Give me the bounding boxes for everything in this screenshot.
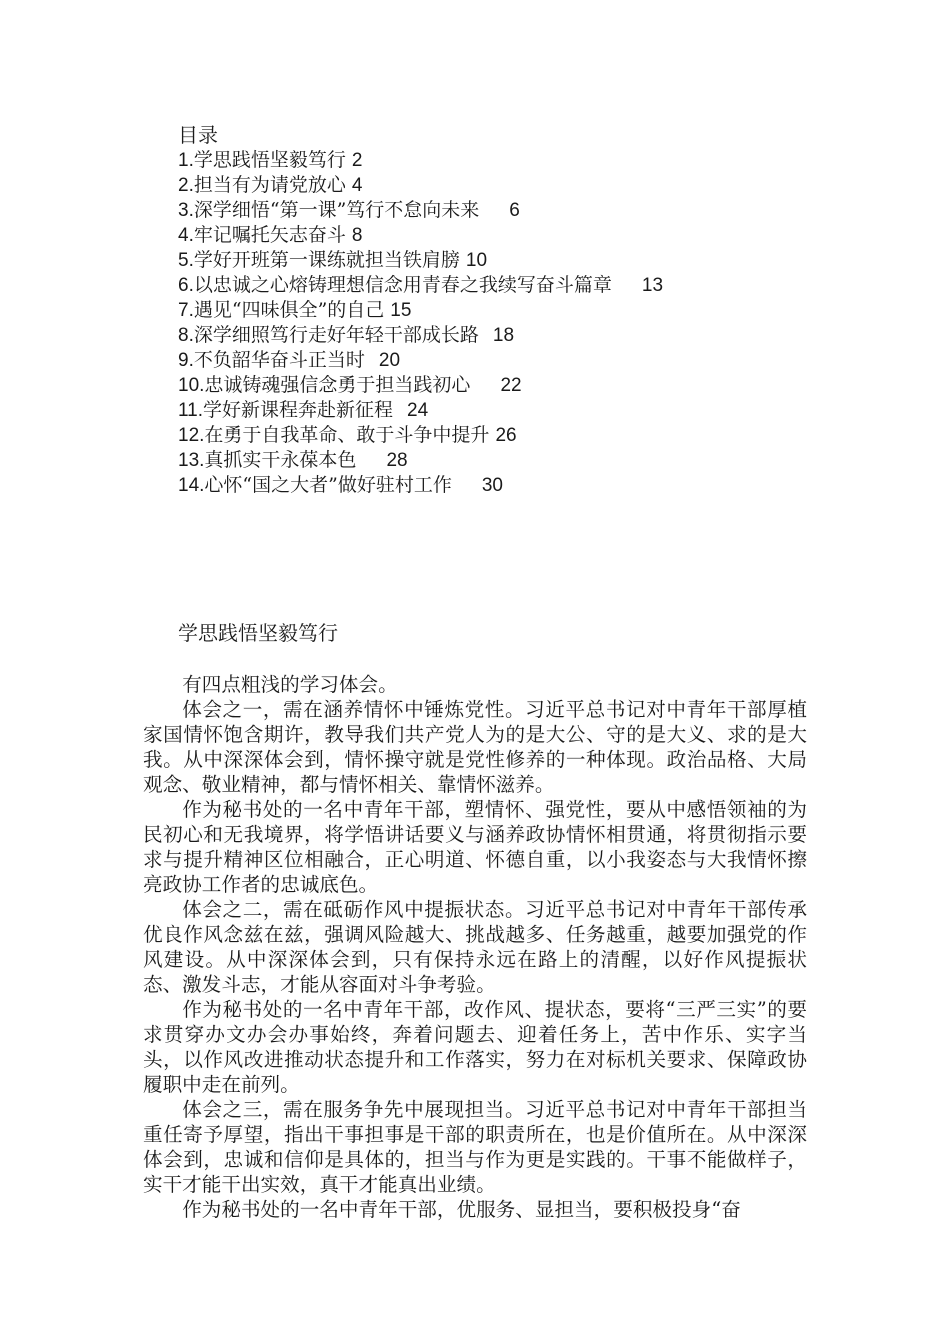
toc-item-number: 13. (178, 450, 205, 471)
toc-item-title: 真抓实干永葆本色 (204, 449, 357, 471)
toc-item-number: 3. (178, 200, 194, 221)
toc-item[interactable] (178, 473, 818, 498)
toc-item-page: 4 (351, 175, 363, 196)
toc-item-title: 心怀“国之大者”做好驻村工作 (204, 474, 452, 496)
toc-item-title: 学好新课程奔赴新征程 (203, 399, 394, 421)
toc-item[interactable] (178, 373, 818, 398)
toc-item-title: 学思践悟坚毅笃行 (193, 149, 346, 171)
body-paragraph: 作为秘书处的一名中青年干部，优服务、显担当，要积极投身“奋 (182, 1198, 741, 1221)
body-paragraph: 作为秘书处的一名中青年干部，改作风、提状态，要将“三严三实”的要求贯穿办文办会办事始终，奔着问题去、迎着任务上，苦中作乐、实字当头，以作风改进推动状态提升和工作落实，努力在对标机关要求、保障政协履职中走在前列。 (143, 998, 807, 1096)
toc-item[interactable] (178, 223, 818, 248)
toc-item-page: 20 (378, 350, 401, 371)
toc-item-number: 11. (178, 400, 204, 421)
toc-item-title: 牢记嘱托矢志奋斗 (193, 224, 346, 246)
toc-item-number: 2. (178, 175, 194, 196)
table-of-contents (178, 123, 818, 498)
section-body (143, 672, 807, 1222)
toc-item[interactable] (178, 198, 818, 223)
toc-item[interactable] (178, 348, 818, 373)
toc-item[interactable] (178, 398, 818, 423)
toc-item[interactable] (178, 323, 818, 348)
toc-item[interactable] (178, 173, 818, 198)
toc-item-title: 在勇于自我革命、敢于斗争中提升 (204, 424, 490, 446)
toc-item-number: 1. (178, 150, 194, 171)
toc-item-title: 不负韶华奋斗正当时 (193, 349, 365, 371)
body-paragraph: 作为秘书处的一名中青年干部，塑情怀、强党性，要从中感悟领袖的为民初心和无我境界，将学悟讲话要义与涵养政协情怀相贯通，将贯彻指示要求与提升精神区位相融合，正心明道、怀德自重，以小我姿态与大我情怀擦亮政协工作者的忠诚底色。 (143, 798, 807, 896)
toc-item-page: 26 (495, 425, 517, 446)
toc-item-number: 9. (178, 350, 194, 371)
toc-item-title: 学好开班第一课练就担当铁肩膀 (193, 249, 460, 271)
toc-item-page: 28 (386, 450, 408, 471)
toc-item-number: 4. (178, 225, 194, 246)
toc-list (178, 148, 818, 498)
toc-item-number: 10. (178, 375, 205, 396)
toc-item-title: 忠诚铸魂强信念勇于担当践初心 (204, 374, 471, 396)
toc-item-number: 5. (178, 250, 194, 271)
toc-item-number: 8. (178, 325, 194, 346)
toc-item-number: 6. (178, 275, 194, 296)
toc-item-number: 7. (178, 300, 194, 321)
toc-item[interactable] (178, 248, 818, 273)
toc-item-title: 遇见“四味俱全”的自己 (193, 299, 385, 321)
toc-item-page: 10 (465, 250, 488, 271)
toc-item-number: 14. (178, 475, 205, 496)
toc-item[interactable] (178, 273, 818, 298)
toc-item-page: 24 (407, 400, 429, 421)
toc-item-title: 深学细悟“第一课”笃行不怠向未来 (193, 199, 480, 221)
toc-item[interactable] (178, 423, 818, 448)
body-paragraph: 体会之二，需在砥砺作风中提振状态。习近平总书记对中青年干部传承优良作风念兹在兹，强调风险越大、挑战越多、任务越重，越要加强党的作风建设。从中深深体会到，只有保持永远在路上的清醒，以好作风提振状态、激发斗志，才能从容面对斗争考验。 (143, 898, 807, 996)
toc-item[interactable] (178, 448, 818, 473)
toc-item-page: 13 (641, 275, 664, 296)
toc-item-page: 18 (492, 325, 515, 346)
toc-item-title: 以忠诚之心熔铸理想信念用青春之我续写奋斗篇章 (193, 274, 612, 296)
toc-title: 目录 (178, 123, 218, 147)
toc-item-page: 8 (351, 225, 363, 246)
toc-item-page: 15 (390, 300, 412, 321)
toc-item-page: 30 (481, 475, 503, 496)
toc-item[interactable] (178, 148, 818, 173)
body-paragraph: 体会之一，需在涵养情怀中锤炼党性。习近平总书记对中青年干部厚植家国情怀饱含期许，教导我们共产党人为的是大公、守的是大义、求的是大我。从中深深体会到，情怀操守就是党性修养的一种体现。政治品格、大局观念、敬业精神，都与情怀相关、靠情怀滋养。 (143, 698, 807, 796)
body-paragraph: 体会之三，需在服务争先中展现担当。习近平总书记对中青年干部担当重任寄予厚望，指出干事担事是干部的职责所在，也是价值所在。从中深深体会到，忠诚和信仰是具体的，担当与作为更是实践的。干事不能做样子，实干才能干出实效，真干才能真出业绩。 (143, 1098, 807, 1196)
toc-item-page: 6 (509, 200, 520, 221)
section-title: 学思践悟坚毅笃行 (178, 621, 338, 645)
toc-item-page: 2 (351, 150, 363, 171)
toc-item-title: 深学细照笃行走好年轻干部成长路 (193, 324, 479, 346)
toc-item[interactable] (178, 298, 818, 323)
body-paragraph: 有四点粗浅的学习体会。 (182, 673, 398, 696)
toc-item-page: 22 (500, 375, 522, 396)
toc-item-title: 担当有为请党放心 (193, 174, 346, 196)
toc-item-number: 12. (178, 425, 205, 446)
